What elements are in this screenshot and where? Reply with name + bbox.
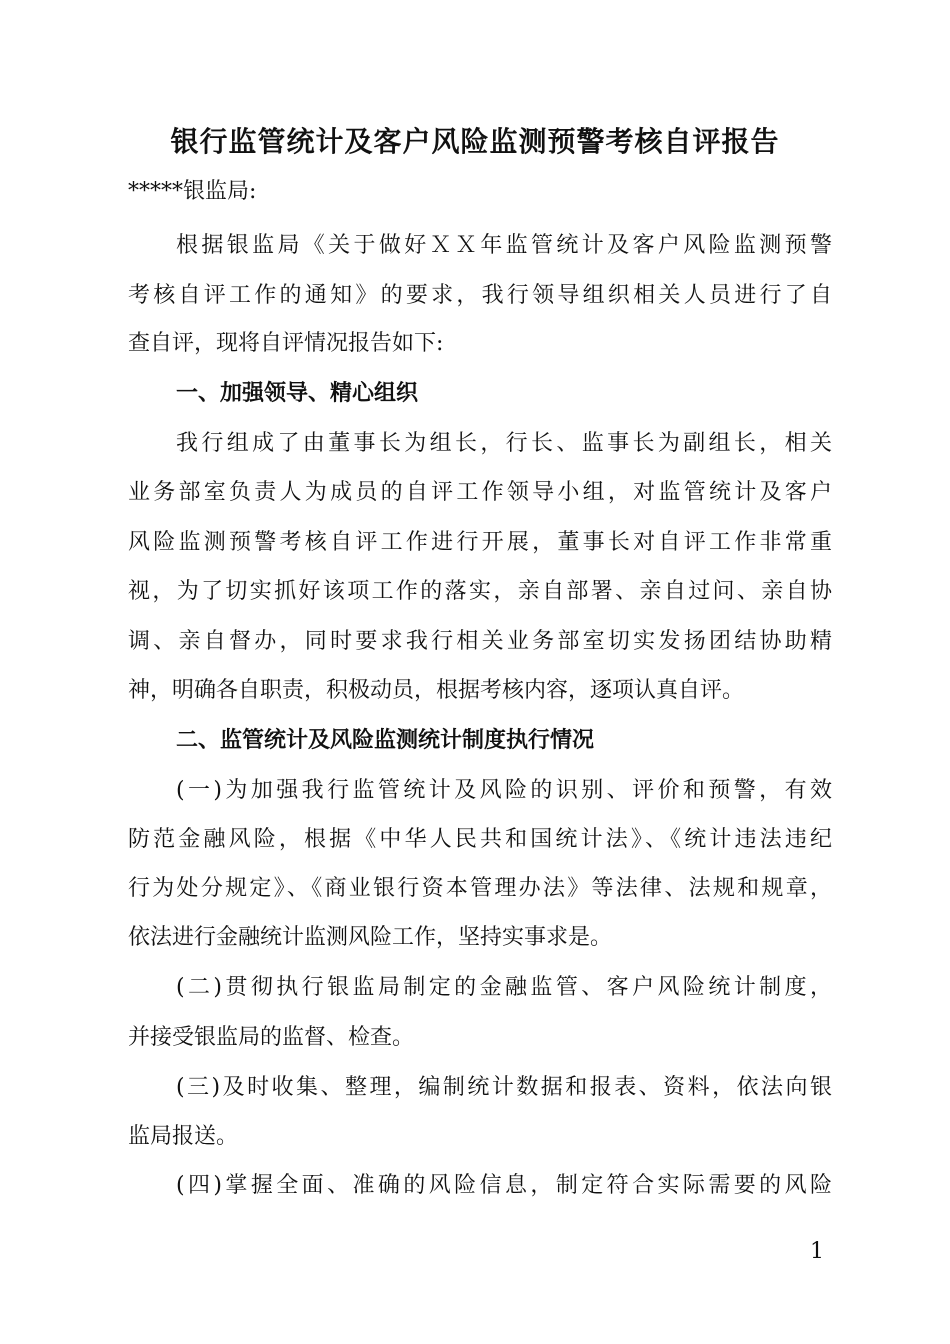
document-title: 银行监管统计及客户风险监测预警考核自评报告 — [170, 125, 780, 158]
paragraph-line: 调、亲自督办，同时要求我行相关业务部室切实发扬团结协助精 — [128, 629, 832, 654]
paragraph-line: (三)及时收集、整理，编制统计数据和报表、资料，依法向银 — [176, 1075, 832, 1100]
paragraph-line: 风险监测预警考核自评工作进行开展，董事长对自评工作非常重 — [128, 530, 832, 555]
section-heading-1: 一、加强领导、精心组织 — [176, 381, 419, 406]
paragraph-line: 监局报送。 — [128, 1124, 239, 1149]
salutation: *****银监局: — [128, 179, 257, 204]
paragraph-line: 防范金融风险，根据《中华人民共和国统计法》、《统计违法违纪 — [128, 827, 832, 852]
paragraph-line: (一)为加强我行监管统计及风险的识别、评价和预警，有效 — [176, 778, 832, 803]
paragraph-line: 并接受银监局的监督、检查。 — [128, 1025, 415, 1050]
paragraph-line: 神，明确各自职责，积极动员，根据考核内容，逐项认真自评。 — [128, 678, 745, 703]
section-heading-2: 二、监管统计及风险监测统计制度执行情况 — [176, 728, 595, 753]
paragraph-line: (二)贯彻执行银监局制定的金融监管、客户风险统计制度， — [176, 975, 832, 1000]
paragraph-line: (四)掌握全面、准确的风险信息，制定符合实际需要的风险 — [176, 1173, 832, 1198]
paragraph-line: 行为处分规定》、《商业银行资本管理办法》等法律、法规和规章， — [128, 876, 832, 901]
paragraph-line: 视，为了切实抓好该项工作的落实，亲自部署、亲自过问、亲自协 — [128, 579, 832, 604]
paragraph-line: 我行组成了由董事长为组长，行长、监事长为副组长，相关 — [176, 431, 832, 456]
paragraph-line: 考核自评工作的通知》的要求，我行领导组织相关人员进行了自 — [128, 283, 832, 308]
paragraph-line: 根据银监局《关于做好ＸＸ年监管统计及客户风险监测预警 — [176, 233, 832, 258]
paragraph-line: 查自评，现将自评情况报告如下: — [128, 331, 444, 356]
page-number: 1 — [810, 1239, 824, 1264]
paragraph-line: 业务部室负责人为成员的自评工作领导小组，对监管统计及客户 — [128, 480, 832, 505]
paragraph-line: 依法进行金融统计监测风险工作，坚持实事求是。 — [128, 925, 613, 950]
